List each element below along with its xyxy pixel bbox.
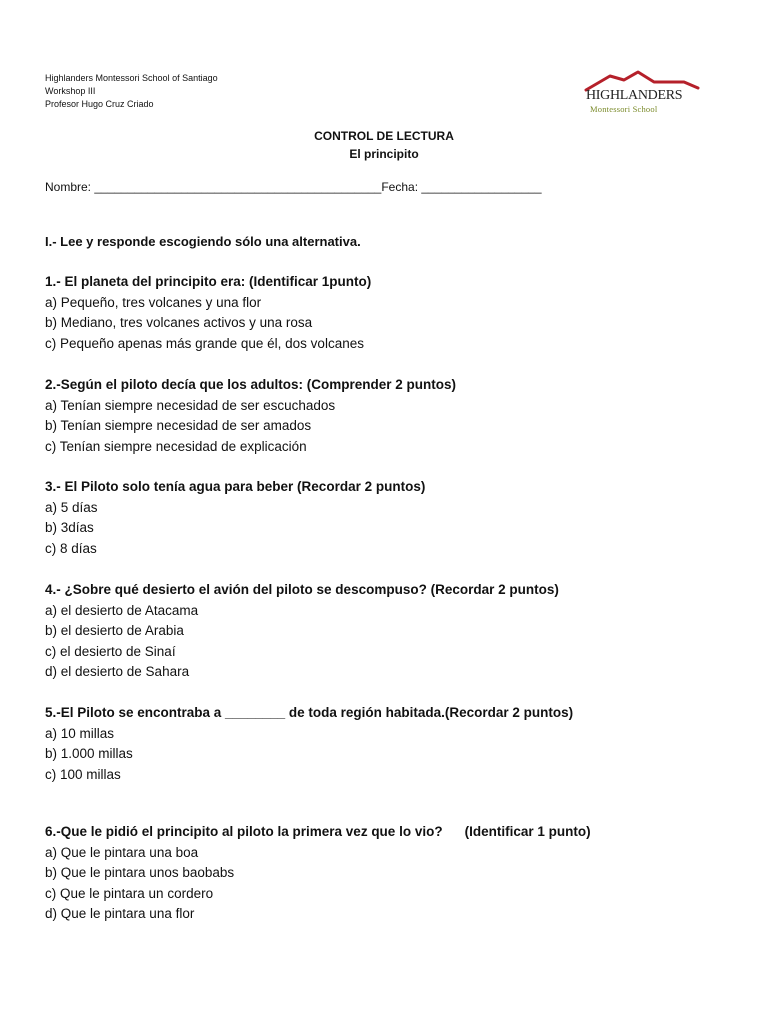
option: a) Tenían siempre necesidad de ser escuchados	[45, 397, 336, 413]
option: c) Tenían siempre necesidad de explicación	[45, 438, 307, 454]
question-title: 5.-El Piloto se encontraba a ________ de toda región habitada.(Recordar 2 puntos)	[45, 705, 574, 720]
instructions: I.- Lee y responde escogiendo sólo una alternativa.	[45, 234, 361, 249]
school-name: Highlanders Montessori School of Santiago	[45, 73, 218, 83]
question-1	[45, 272, 745, 354]
option: b) 1.000 millas	[45, 746, 133, 761]
question-title	[45, 822, 745, 843]
question-6	[45, 822, 745, 925]
option: d) el desierto de Sahara	[45, 664, 190, 679]
option: b) 3días	[45, 520, 94, 535]
option: b) el desierto de Arabia	[45, 623, 184, 638]
option: c) el desierto de Sinaí	[45, 643, 176, 659]
date-label: Fecha:	[381, 180, 419, 194]
question-2	[45, 375, 745, 457]
date-blank: __________________	[421, 180, 542, 194]
option: a) 10 millas	[45, 725, 115, 741]
question-title: 2.-Según el piloto decía que los adultos: (Comprender 2 puntos)	[45, 377, 457, 392]
question-title: 3.- El Piloto solo tenía agua para beber (Recordar 2 puntos)	[45, 479, 426, 494]
question-title: 1.- El planeta del principito era: (Identificar 1punto)	[45, 274, 372, 289]
question-4	[45, 580, 745, 683]
question-title: 4.- ¿Sobre qué desierto el avión del piloto se descompuso? (Recordar 2 puntos)	[45, 582, 559, 597]
option: b) Mediano, tres volcanes activos y una rosa	[45, 315, 313, 330]
question-3	[45, 477, 745, 559]
teacher-name: Profesor Hugo Cruz Criado	[45, 99, 154, 109]
option: b) Que le pintara unos baobabs	[45, 865, 235, 880]
option: c) Que le pintara un cordero	[45, 885, 214, 901]
worksheet-title: CONTROL DE LECTURA	[314, 129, 454, 143]
option: a) Pequeño, tres volcanes y una flor	[45, 294, 262, 310]
option: a) Que le pintara una boa	[45, 844, 199, 860]
question-5	[45, 703, 745, 785]
option: c) 100 millas	[45, 766, 121, 782]
school-logo	[580, 68, 712, 118]
option: a) el desierto de Atacama	[45, 602, 199, 618]
book-title: El principito	[349, 147, 419, 161]
logo-name: HIGHLANDERS	[586, 88, 683, 103]
logo-subtitle: Montessori School	[590, 104, 658, 114]
question-points: (Identificar 1 punto)	[464, 824, 591, 839]
name-label: Nombre:	[45, 180, 92, 194]
name-blank: ___________________________________________	[94, 180, 382, 194]
option: a) 5 días	[45, 499, 98, 515]
option: c) 8 días	[45, 540, 97, 556]
course-name: Workshop III	[45, 86, 96, 96]
name-date-line	[45, 180, 542, 194]
option: c) Pequeño apenas más grande que él, dos volcanes	[45, 335, 364, 351]
question-title-text: 6.-Que le pidió el principito al piloto la primera vez que lo vio?	[45, 824, 443, 839]
option: b) Tenían siempre necesidad de ser amados	[45, 418, 312, 433]
option: d) Que le pintara una flor	[45, 906, 195, 921]
school-header	[45, 72, 218, 111]
